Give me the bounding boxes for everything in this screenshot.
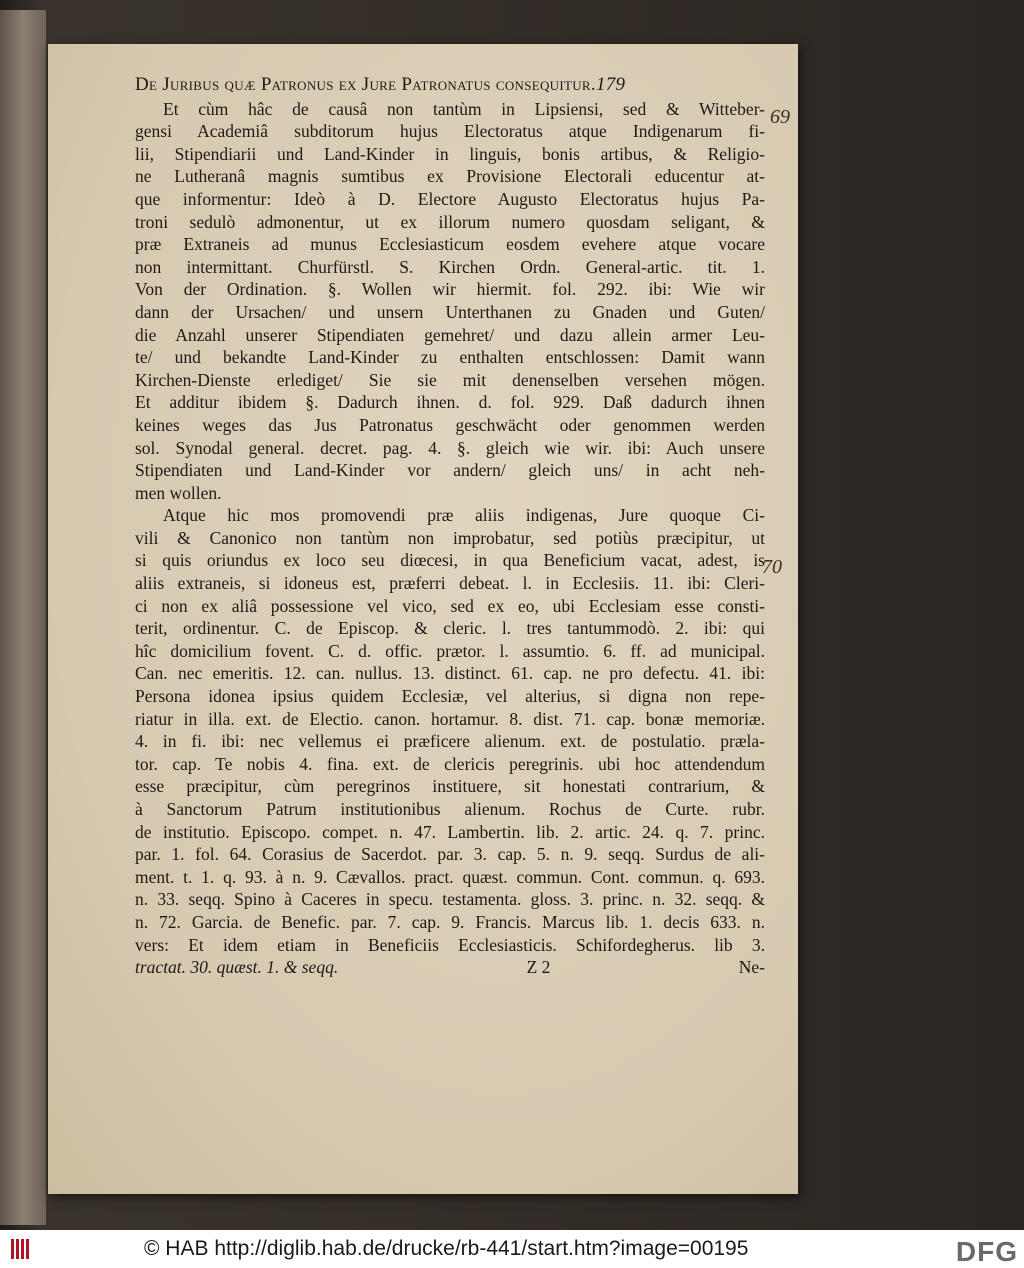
text-line: non intermittant. Churfürstl. S. Kirchen Ordn. General-artic. tit. 1. bbox=[135, 256, 765, 277]
text-line: Can. nec emeritis. 12. can. nullus. 13. distinct. 61. cap. ne pro defectu. 41. ibi: bbox=[135, 663, 765, 684]
text-line: Atque hic mos promovendi præ aliis indigenas, Jure quoque Ci- bbox=[163, 505, 765, 526]
text-line: præ Extraneis ad munus Ecclesiasticum eosdem evehere atque vocare bbox=[135, 234, 765, 255]
page-text-block bbox=[135, 74, 765, 979]
text-line: troni sedulò admonentur, ut ex illorum numero quosdam seligant, & bbox=[135, 211, 765, 232]
text-line: keines weges das Jus Patronatus geschwächt oder genommen werden bbox=[135, 414, 765, 435]
text-line: 4. in fi. ibi: nec vellemus ei præficere alienum. ext. de postulatio. præla- bbox=[135, 731, 765, 752]
text-line: dann der Ursachen/ und unsern Unterthanen zu Gnaden und Guten/ bbox=[135, 301, 765, 322]
text-line: te/ und bekandte Land-Kinder zu enthalten entschlossen: Damit wann bbox=[135, 347, 765, 368]
text-line: terit, ordinentur. C. de Episcop. & cleric. l. tres tantummodò. 2. ibi: qui bbox=[135, 618, 765, 639]
text-line: esse præcipitur, cùm peregrinos instituere, sit honestati contrarium, & bbox=[135, 776, 765, 797]
text-line: lii, Stipendiarii und Land-Kinder in linguis, bonis artibus, & Religio- bbox=[135, 143, 765, 164]
text-line: que informentur: Ideò à D. Electore Augusto Electoratus hujus Pa- bbox=[135, 188, 765, 209]
text-line: Kirchen-Dienste erlediget/ Sie sie mit denenselben versehen mögen. bbox=[135, 369, 765, 390]
text-line: à Sanctorum Patrum institutionibus alienum. Rochus de Curte. rubr. bbox=[135, 799, 765, 819]
text-line: ne Lutheranâ magnis sumtibus ex Provisione Electorali educentur at- bbox=[135, 166, 765, 187]
text-line: Persona idonea ipsius quidem Ecclesiæ, vel alterius, si digna non repe- bbox=[135, 686, 765, 707]
text-line: die Anzahl unserer Stipendiaten gemehret/ und dazu allein armer Leu- bbox=[135, 324, 765, 345]
text-line: Et additur ibidem §. Dadurch ihnen. d. fol. 929. Daß dadurch ihnen bbox=[135, 392, 765, 413]
text-line: aliis extraneis, si idoneus est, præferri debeat. l. in Ecclesiis. 11. ibi: Cleri- bbox=[135, 573, 765, 594]
text-line: Et cùm hâc de causâ non tantùm in Lipsiensi, sed & Witteber- bbox=[163, 98, 765, 119]
folio-number: 179 bbox=[595, 74, 626, 95]
text-line: par. 1. fol. 64. Corasius de Sacerdot. par. 3. cap. 5. n. 9. seqq. Surdus de ali- bbox=[135, 844, 765, 865]
hab-logo-icon bbox=[8, 1236, 34, 1262]
text-line: si quis oriundus ex loco seu diœcesi, in qua Beneficium vacat, adest, is bbox=[135, 550, 765, 571]
text-line: riatur in illa. ext. de Electio. canon. hortamur. 8. dist. 71. cap. bonæ memoriæ. bbox=[135, 708, 765, 729]
previous-page-edge bbox=[0, 10, 46, 1225]
catchword: Ne- bbox=[738, 957, 765, 978]
footer-bar bbox=[0, 1230, 1024, 1268]
signature-row bbox=[135, 956, 765, 979]
margin-note-69: 69 bbox=[770, 106, 790, 128]
last-line: tractat. 30. quæst. 1. & seqq. bbox=[135, 957, 339, 978]
text-line: n. 33. seqq. Spino à Caceres in specu. testamenta. gloss. 3. princ. n. 32. seqq. & bbox=[135, 889, 765, 910]
text-line: de institutio. Episcopo. compet. n. 47. Lambertin. lib. 2. artic. 24. q. 7. princ. bbox=[135, 821, 765, 842]
text-line: n. 72. Garcia. de Benefic. par. 7. cap. 9. Francis. Marcus lib. 1. decis 633. n. bbox=[135, 911, 765, 932]
header-title: De Juribus quæ Patronus ex Jure Patronatus consequitur. bbox=[135, 74, 596, 95]
text-line: tor. cap. Te nobis 4. fina. ext. de clericis peregrinis. ubi hoc attendendum bbox=[135, 753, 765, 774]
margin-note-70: 70 bbox=[762, 556, 782, 578]
body-lines bbox=[135, 98, 765, 957]
text-line: men wollen. bbox=[135, 482, 222, 503]
text-line: Stipendiaten und Land-Kinder vor andern/ gleich uns/ in acht neh- bbox=[135, 460, 765, 481]
signature-mark: Z 2 bbox=[526, 957, 551, 978]
footer-source-link[interactable]: © HAB http://diglib.hab.de/drucke/rb-441/start.htm?image=00195 bbox=[144, 1237, 749, 1260]
text-line: sol. Synodal general. decret. pag. 4. §. gleich wie wir. ibi: Auch unsere bbox=[135, 437, 765, 458]
text-line: ci non ex aliâ possessione vel vico, sed ex eo, ubi Ecclesiam esse consti- bbox=[135, 595, 765, 616]
text-line: Von der Ordination. §. Wollen wir hiermit. fol. 292. ibi: Wie wir bbox=[135, 279, 765, 300]
text-line: vili & Canonico non tantùm non improbatur, sed potiùs præcipitur, ut bbox=[135, 527, 765, 548]
text-line: hîc domicilium fovent. C. d. offic. prætor. l. assumtio. 6. ff. ad municipal. bbox=[135, 640, 765, 661]
text-line: gensi Academiâ subditorum hujus Electoratus atque Indigenarum fi- bbox=[135, 121, 765, 142]
dfg-logo: DFG bbox=[955, 1236, 1018, 1267]
text-line: vers: Et idem etiam in Beneficiis Ecclesiasticis. Schifordegherus. lib 3. bbox=[135, 934, 765, 955]
running-header bbox=[135, 74, 765, 97]
text-line: ment. t. 1. q. 93. à n. 9. Cævallos. pract. quæst. commun. Cont. commun. q. 693. bbox=[135, 866, 765, 887]
